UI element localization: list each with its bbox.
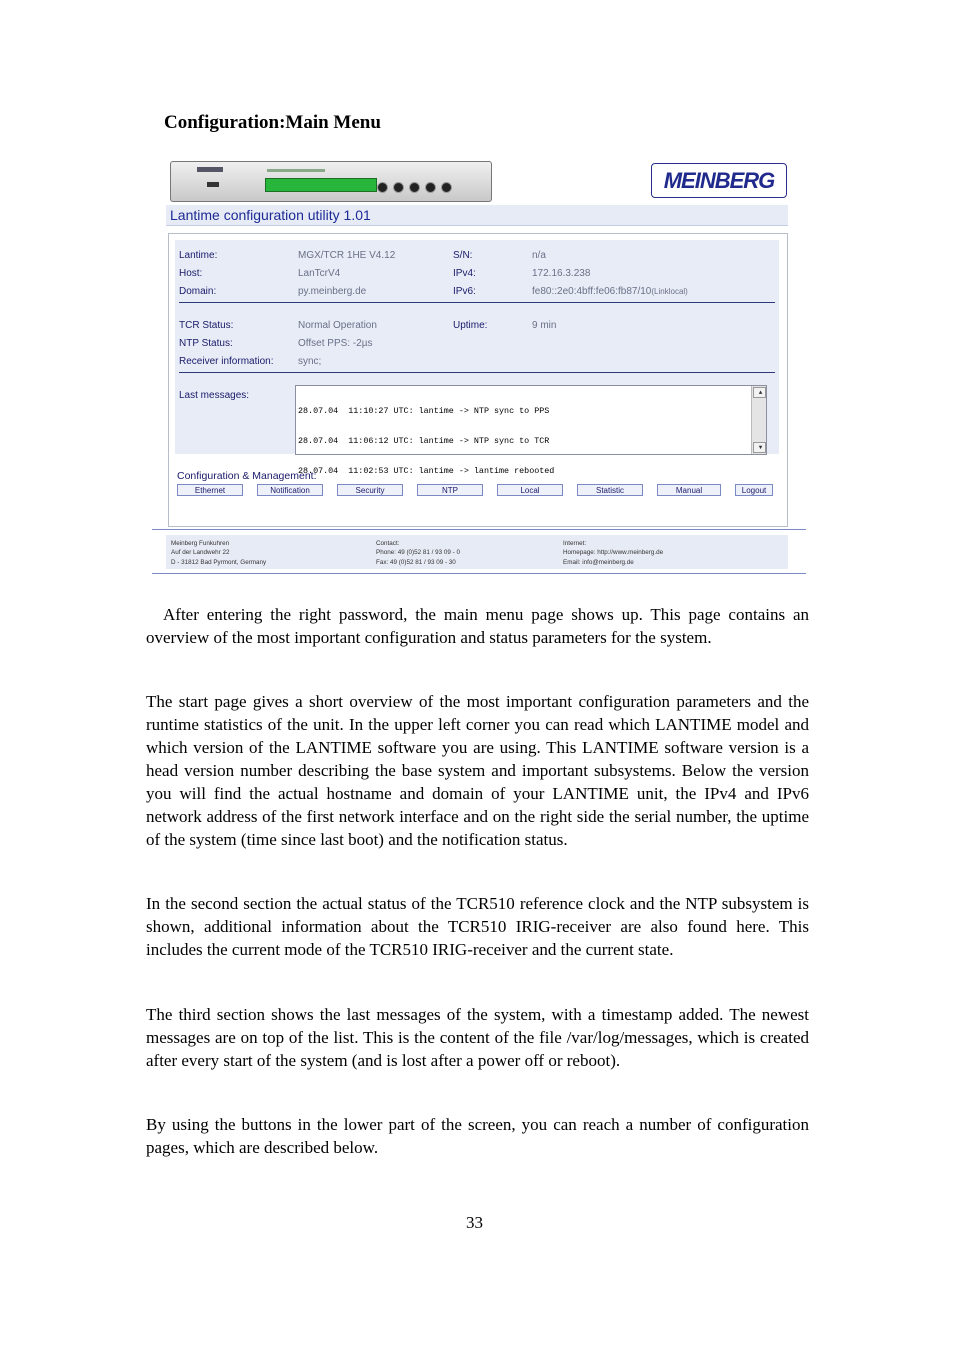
footer-fax: Fax: 49 (0)52 81 / 93 09 - 30 <box>376 559 456 566</box>
scroll-down-icon[interactable]: ▼ <box>753 442 766 453</box>
meinberg-logo: MEINBERG <box>651 163 787 198</box>
ipv6-note: (Linklocal) <box>651 287 688 296</box>
uptime-label: Uptime: <box>453 320 488 331</box>
lantime-label: Lantime: <box>179 250 218 261</box>
device-button-icon <box>409 182 420 193</box>
paragraph: By using the buttons in the lower part of the screen, you can reach a number of configuration pages, which are described below. <box>146 1115 809 1157</box>
tcr-status-label: TCR Status: <box>179 320 234 331</box>
paragraph: In the second section the actual status of the TCR510 reference clock and the NTP subsystem is shown, additional information about the TCR510 IRIG-receiver are also found here. This includes the current mode of the TCR510 IRIG-receiver and the current state. <box>146 894 809 959</box>
host-label: Host: <box>179 268 203 279</box>
ipv4-value: 172.16.3.238 <box>532 268 591 279</box>
lantime-screenshot <box>146 153 810 577</box>
last-messages-textarea[interactable] <box>295 385 767 476</box>
device-lcd-display <box>265 178 377 192</box>
page-heading: Configuration:Main Menu <box>164 112 381 133</box>
security-button[interactable]: Security <box>337 484 403 496</box>
config-management-label: Configuration & Management: <box>177 470 317 482</box>
receiver-info-label: Receiver information: <box>179 356 274 367</box>
footer-divider <box>152 529 806 530</box>
screenshot-footer <box>166 535 788 569</box>
device-brand-mark <box>197 167 223 172</box>
ipv6-label: IPv6: <box>453 286 476 297</box>
message-line: 28.07.04 11:02:53 UTC: lantime -> lantime rebooted <box>298 466 555 476</box>
last-messages-label: Last messages: <box>179 390 250 401</box>
ntp-status-label: NTP Status: <box>179 338 233 349</box>
device-button-icon <box>441 182 452 193</box>
footer-divider <box>152 573 806 574</box>
local-button[interactable]: Local <box>497 484 563 496</box>
scroll-up-icon[interactable]: ▲ <box>753 387 766 398</box>
domain-value: py.meinberg.de <box>298 286 367 297</box>
footer-internet-heading: Internet: <box>563 540 587 547</box>
sn-label: S/N: <box>453 250 473 261</box>
device-front-panel-image <box>170 161 492 202</box>
utility-title: Lantime configuration utility 1.01 <box>170 207 371 223</box>
message-line: 28.07.04 11:06:12 UTC: lantime -> NTP sync to TCR <box>298 436 550 446</box>
ipv6-value <box>532 286 688 297</box>
device-lcd-label <box>267 169 325 172</box>
footer-company: Meinberg Funkuhren <box>171 540 230 547</box>
lantime-value: MGX/TCR 1HE V4.12 <box>298 250 396 261</box>
footer-email-link[interactable]: Email: info@meinberg.de <box>563 559 634 566</box>
config-button-row <box>177 484 777 498</box>
sn-value: n/a <box>532 250 546 261</box>
domain-label: Domain: <box>179 286 217 297</box>
notification-button[interactable]: Notification <box>257 484 323 496</box>
footer-street: Auf der Landwehr 22 <box>171 549 230 556</box>
section-divider <box>179 372 775 373</box>
page-number: 33 <box>466 1213 483 1232</box>
footer-homepage-link[interactable]: Homepage: http://www.meinberg.de <box>563 549 664 556</box>
paragraph: The third section shows the last messages of the system, with a timestamp added. The newest messages are on top of the list. This is the content of the file /var/log/messages, which is created after every start of the system (and is lost after a power off or reboot). <box>146 1005 809 1070</box>
footer-city: D - 31812 Bad Pyrmont, Germany <box>171 559 267 566</box>
messages-scrollbar[interactable] <box>751 386 766 454</box>
tcr-status-value: Normal Operation <box>298 320 377 331</box>
logout-button[interactable]: Logout <box>735 484 773 496</box>
message-line: 28.07.04 11:10:27 UTC: lantime -> NTP sync to PPS <box>298 406 550 416</box>
device-button-icon <box>377 182 388 193</box>
manual-button[interactable]: Manual <box>657 484 721 496</box>
footer-contact-heading: Contact: <box>376 540 400 547</box>
ntp-button[interactable]: NTP <box>417 484 483 496</box>
device-button-icon <box>425 182 436 193</box>
ethernet-button[interactable]: Ethernet <box>177 484 243 496</box>
ipv4-label: IPv4: <box>453 268 476 279</box>
ipv6-address: fe80::2e0:4bff:fe06:fb87/10 <box>532 286 652 297</box>
paragraph: After entering the right password, the main menu page shows up. This page contains an overview of the most important configuration and status parameters for the system. <box>146 605 809 647</box>
host-value: LanTcrV4 <box>298 268 341 279</box>
statistic-button[interactable]: Statistic <box>577 484 643 496</box>
paragraph: The start page gives a short overview of the most important configuration parameters and the runtime statistics of the unit. In the upper left corner you can read which LANTIME model and which version of the LANTIME software you are using. This LANTIME software version is a head version number describing the base system and important subsystems. Below the version you will find the actual hostname and domain of your LANTIME unit, the IPv4 and IPv6 network address of the first network interface and on the right side the serial number, the uptime of the system (time since last boot) and the notification status. <box>146 692 809 849</box>
title-bar <box>166 205 788 226</box>
device-slot <box>207 182 219 187</box>
device-button-icon <box>393 182 404 193</box>
main-panel <box>168 233 788 527</box>
footer-phone: Phone: 49 (0)52 81 / 93 09 - 0 <box>376 549 461 556</box>
uptime-value: 9 min <box>532 320 557 331</box>
section-divider <box>179 302 775 303</box>
receiver-info-value: sync; <box>298 356 322 367</box>
ntp-status-value: Offset PPS: -2µs <box>298 338 373 349</box>
